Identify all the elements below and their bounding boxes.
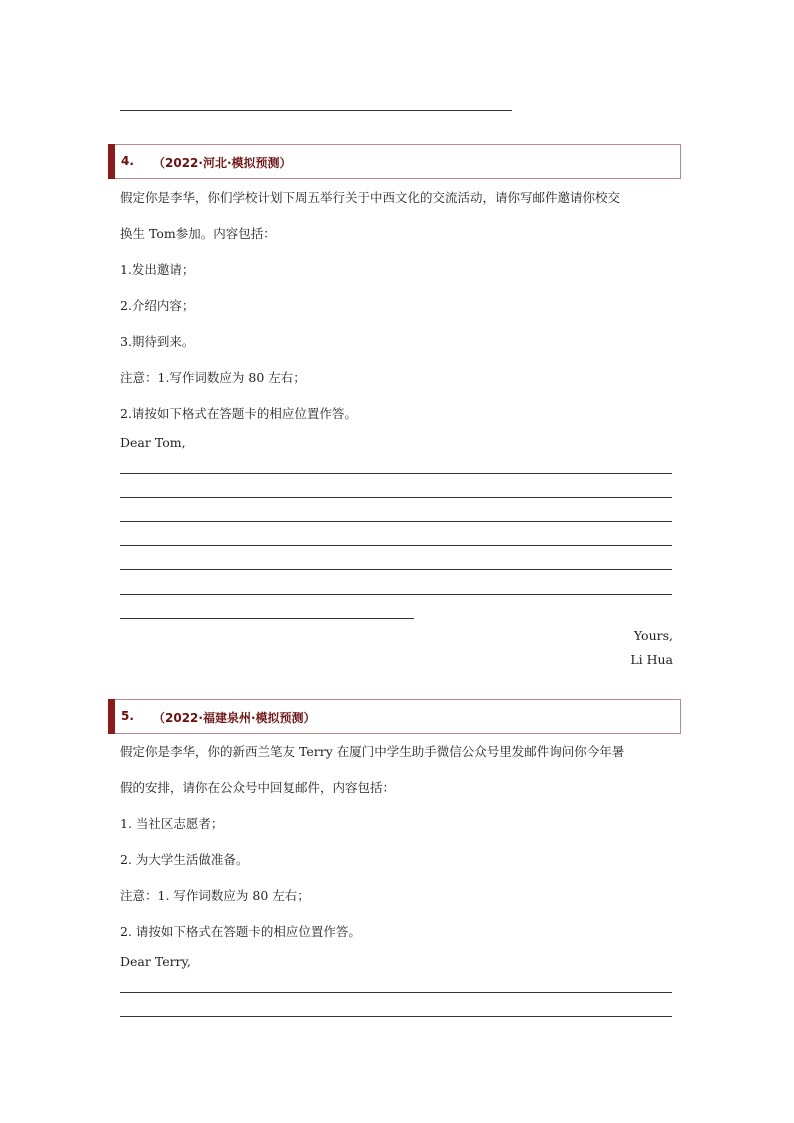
question-source: （2022·河北·模拟预测）	[153, 156, 292, 170]
answer-line	[120, 618, 414, 619]
question-text-line: 假的安排，请你在公众号中回复邮件，内容包括：	[120, 780, 396, 795]
question-number: 5.	[121, 709, 134, 723]
answer-line	[120, 594, 672, 595]
question-number: 4.	[121, 154, 134, 168]
question-text-line: 1. 当社区志愿者；	[120, 816, 224, 831]
answer-line	[120, 497, 672, 498]
question-text-line: 2. 请按如下格式在答题卡的相应位置作答。	[120, 924, 361, 939]
question-text-line: 假定你是李华，你的新西兰笔友 Terry 在厦门中学生助手微信公众号里发邮件询问你今年暑	[120, 744, 625, 759]
letter-salutation: Dear Tom,	[120, 435, 186, 450]
question-text-line: 2.介绍内容；	[120, 298, 195, 313]
question-text-line: 2.请按如下格式在答题卡的相应位置作答。	[120, 406, 357, 421]
letter-closing: Yours,	[633, 628, 673, 643]
answer-line	[120, 1016, 672, 1017]
question-text-line: 1.发出邀请；	[120, 262, 195, 277]
question-text-line: 3.期待到来。	[120, 334, 195, 349]
answer-line	[120, 545, 672, 546]
header-accent-bar	[108, 144, 115, 179]
question-text-line: 假定你是李华，你们学校计划下周五举行关于中西文化的交流活动，请你写邮件邀请你校交	[120, 190, 621, 205]
question-source: （2022·福建泉州·模拟预测）	[153, 711, 316, 725]
answer-line	[120, 110, 512, 111]
question-4-header	[108, 144, 681, 179]
letter-signature: Li Hua	[630, 652, 673, 667]
answer-line	[120, 992, 672, 993]
letter-salutation: Dear Terry,	[120, 954, 191, 969]
question-text-line: 注意：1. 写作词数应为 80 左右；	[120, 888, 310, 903]
answer-line	[120, 569, 672, 570]
answer-line	[120, 473, 672, 474]
question-5-header	[108, 699, 681, 734]
question-text-line: 2. 为大学生活做准备。	[120, 852, 249, 867]
header-accent-bar	[108, 699, 115, 734]
answer-line	[120, 521, 672, 522]
question-text-line: 注意：1.写作词数应为 80 左右；	[120, 370, 306, 385]
question-text-line: 换生 Tom参加。内容包括：	[120, 226, 276, 241]
